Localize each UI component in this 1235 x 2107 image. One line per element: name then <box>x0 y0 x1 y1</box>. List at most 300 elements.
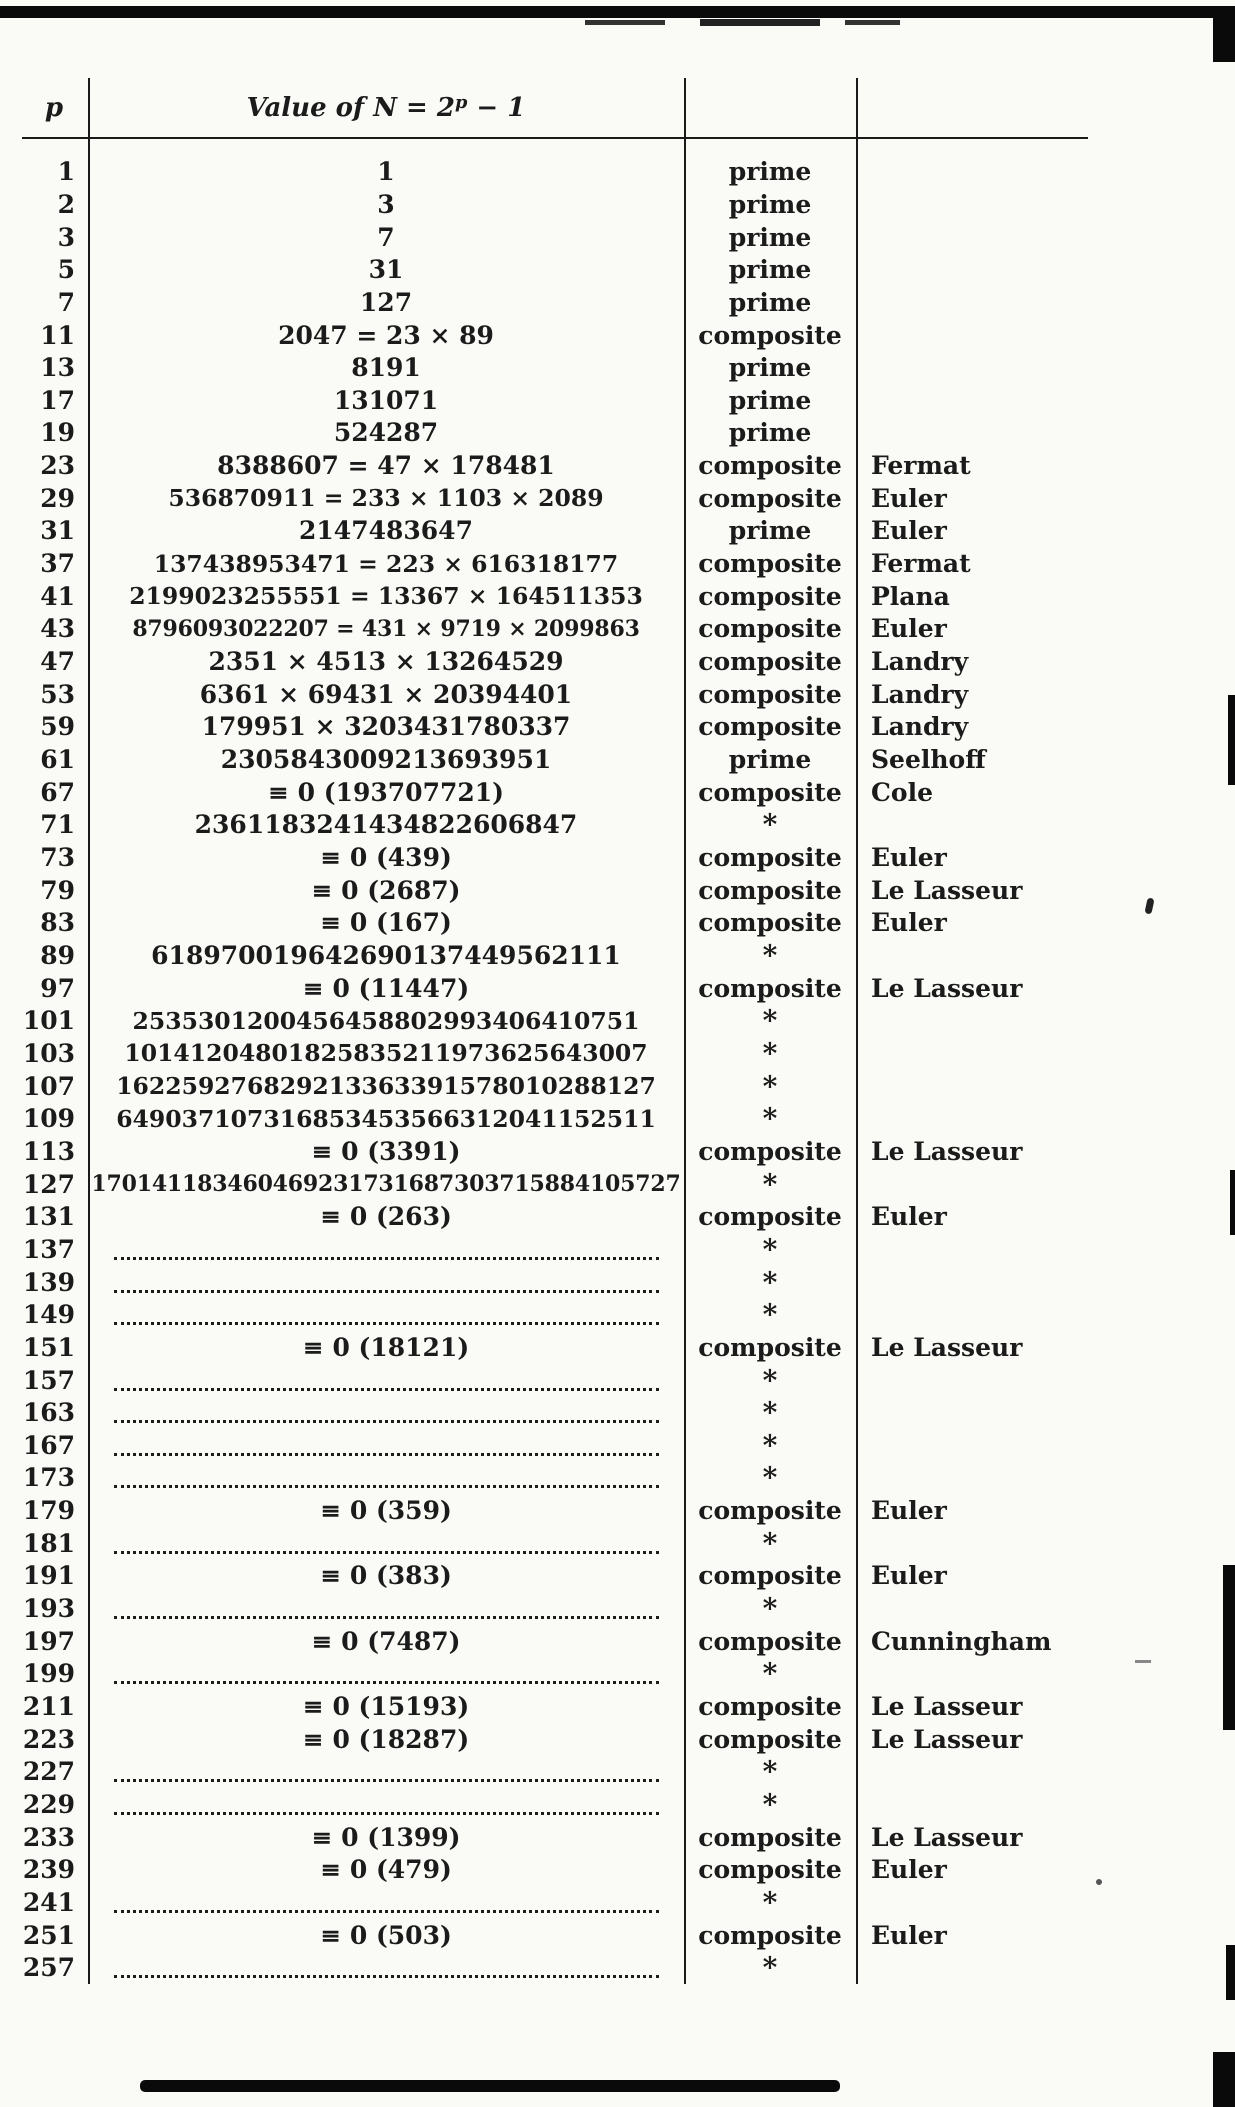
cell-attribution <box>856 253 1110 286</box>
cell-attribution <box>856 1756 1110 1789</box>
cell-p: 137 <box>22 1234 75 1264</box>
cell-attribution <box>856 384 1110 417</box>
table-row <box>20 351 1110 384</box>
cell-status: composite <box>698 483 842 513</box>
cell-value <box>88 1462 684 1495</box>
cell-attribution: Le Lasseur <box>871 1136 1023 1166</box>
cell-value: 31 <box>368 255 404 285</box>
cell-attribution: Le Lasseur <box>871 1822 1023 1852</box>
table-row <box>20 221 1110 254</box>
cell-value: ≡ 0 (2687) <box>311 875 461 905</box>
table-row <box>20 1102 1110 1135</box>
table-row <box>20 1298 1110 1331</box>
cell-attribution: Euler <box>871 1202 947 1232</box>
cell-value <box>88 1951 684 1984</box>
cell-status: composite <box>698 614 842 644</box>
cell-value: 536870911 = 233 × 1103 × 2089 <box>168 484 604 513</box>
cell-value: 7 <box>377 222 395 252</box>
cell-p: 59 <box>40 712 75 742</box>
cell-status: composite <box>698 875 842 905</box>
cell-status: composite <box>698 1920 842 1950</box>
cell-value: 3 <box>377 189 395 219</box>
cell-value <box>88 1886 684 1919</box>
cell-attribution <box>856 1233 1110 1266</box>
cell-status-asterisk: * <box>762 1592 778 1626</box>
cell-p: 89 <box>40 940 75 970</box>
cell-value: 162259276829213363391578010288127 <box>116 1072 656 1101</box>
cell-attribution <box>856 1396 1110 1429</box>
cell-attribution: Le Lasseur <box>871 1692 1023 1722</box>
cell-status: composite <box>698 1822 842 1852</box>
cell-status: composite <box>698 777 842 807</box>
cell-attribution <box>856 1102 1110 1135</box>
scan-artifact-top-dash <box>845 20 900 25</box>
cell-status-asterisk: * <box>762 1461 778 1495</box>
dotted-leader <box>114 1598 659 1619</box>
table-row <box>20 1004 1110 1037</box>
cell-value: ≡ 0 (359) <box>320 1496 452 1526</box>
cell-value: 137438953471 = 223 × 616318177 <box>153 549 619 578</box>
cell-p: 151 <box>22 1332 75 1362</box>
table-row <box>20 253 1110 286</box>
cell-status: composite <box>698 1692 842 1722</box>
dotted-leader <box>114 1957 659 1978</box>
cell-p: 157 <box>22 1365 75 1395</box>
cell-p: 61 <box>40 745 75 775</box>
table-row <box>20 645 1110 678</box>
cell-p: 101 <box>22 1006 75 1036</box>
cell-p: 71 <box>40 810 75 840</box>
cell-attribution: Seelhoff <box>871 745 986 775</box>
cell-attribution <box>856 286 1110 319</box>
scan-artifact-right-edge <box>1226 1945 1235 2000</box>
table-row <box>20 449 1110 482</box>
cell-status-asterisk: * <box>762 1755 778 1789</box>
cell-attribution <box>856 1951 1110 1984</box>
table-row <box>20 286 1110 319</box>
cell-p: 3 <box>57 222 75 252</box>
mersenne-table <box>20 78 1110 1984</box>
cell-attribution: Le Lasseur <box>871 1724 1023 1754</box>
cell-attribution: Fermat <box>871 451 971 481</box>
cell-value <box>88 1396 684 1429</box>
table-row <box>20 515 1110 548</box>
table-row <box>20 809 1110 842</box>
cell-p: 191 <box>22 1561 75 1591</box>
table-row <box>20 1788 1110 1821</box>
cell-status: composite <box>698 1724 842 1754</box>
scan-artifact-top-right <box>1213 14 1235 62</box>
cell-attribution: Euler <box>871 843 947 872</box>
cell-attribution <box>856 939 1110 972</box>
cell-attribution <box>856 1527 1110 1560</box>
cell-value: ≡ 0 (383) <box>320 1561 452 1591</box>
cell-p: 179 <box>22 1496 75 1526</box>
cell-attribution <box>856 1592 1110 1625</box>
cell-status: composite <box>698 1855 842 1885</box>
cell-p: 239 <box>22 1855 75 1885</box>
cell-status-asterisk: * <box>762 1069 778 1103</box>
cell-attribution: Euler <box>871 516 947 546</box>
cell-value <box>88 1658 684 1691</box>
cell-status-asterisk: * <box>762 1363 778 1397</box>
cell-value: 6361 × 69431 × 20394401 <box>199 679 573 709</box>
cell-status-asterisk: * <box>762 1265 778 1299</box>
table-row <box>20 580 1110 613</box>
cell-p: 173 <box>22 1463 75 1493</box>
dotted-leader <box>114 1663 659 1684</box>
cell-attribution: Euler <box>871 1920 947 1950</box>
scan-artifact-bottom-right <box>1213 2052 1235 2107</box>
cell-attribution: Le Lasseur <box>871 875 1023 905</box>
cell-value: 179951 × 3203431780337 <box>201 712 571 742</box>
cell-p: 241 <box>22 1888 75 1917</box>
cell-attribution: Landry <box>871 712 969 742</box>
cell-attribution <box>856 1462 1110 1495</box>
cell-p: 257 <box>22 1953 75 1983</box>
cell-p: 113 <box>22 1136 75 1166</box>
cell-status-asterisk: * <box>762 1102 778 1136</box>
cell-value: ≡ 0 (439) <box>320 843 452 872</box>
cell-p: 19 <box>40 418 75 448</box>
cell-status: composite <box>698 679 842 709</box>
table-row <box>20 1690 1110 1723</box>
cell-status-asterisk: * <box>762 1298 778 1332</box>
header-p: p <box>44 92 64 123</box>
cell-status: composite <box>698 320 842 350</box>
cell-value <box>88 1756 684 1789</box>
cell-attribution: Euler <box>871 614 947 644</box>
cell-p: 79 <box>40 875 75 905</box>
dotted-leader <box>114 1370 659 1391</box>
cell-status: composite <box>698 647 842 677</box>
table-row <box>20 1037 1110 1070</box>
cell-attribution: Plana <box>871 581 950 611</box>
header-value-exponent: p <box>455 91 468 113</box>
cell-status: composite <box>698 1332 842 1362</box>
cell-p: 251 <box>22 1920 75 1950</box>
table-row <box>20 939 1110 972</box>
cell-status-asterisk: * <box>762 1886 778 1919</box>
cell-status: prime <box>728 287 812 317</box>
table-row <box>20 1462 1110 1495</box>
table-row <box>20 1429 1110 1462</box>
table-row <box>20 1592 1110 1625</box>
cell-value: ≡ 0 (15193) <box>302 1692 470 1722</box>
cell-p: 131 <box>22 1202 75 1232</box>
cell-value: 170141183460469231731687303715884105727 <box>91 1171 681 1198</box>
cell-value: 10141204801825835211973625643007 <box>124 1039 648 1068</box>
cell-value: ≡ 0 (503) <box>320 1920 452 1950</box>
cell-status: composite <box>698 973 842 1003</box>
scan-artifact-right-edge <box>1228 695 1235 785</box>
cell-value <box>88 1429 684 1462</box>
cell-attribution <box>856 1004 1110 1037</box>
cell-value: ≡ 0 (263) <box>320 1202 452 1232</box>
scan-artifact-top-dash <box>700 19 820 26</box>
cell-value: 127 <box>359 287 413 317</box>
cell-attribution: Cunningham <box>871 1626 1052 1656</box>
cell-value: ≡ 0 (3391) <box>311 1136 461 1166</box>
cell-status: prime <box>728 516 812 546</box>
table-row <box>20 1951 1110 1984</box>
cell-value: 2351 × 4513 × 13264529 <box>208 647 564 677</box>
table-row <box>20 874 1110 907</box>
cell-status: composite <box>698 1626 842 1656</box>
cell-p: 31 <box>40 516 75 546</box>
cell-status-asterisk: * <box>762 1396 778 1430</box>
header-value <box>88 93 684 123</box>
cell-p: 2 <box>57 189 75 219</box>
cell-status: composite <box>698 1202 842 1232</box>
dotted-leader <box>114 1435 659 1456</box>
cell-value <box>88 1298 684 1331</box>
table-row <box>20 547 1110 580</box>
cell-p: 103 <box>22 1038 75 1068</box>
cell-attribution <box>856 1658 1110 1691</box>
cell-value: ≡ 0 (7487) <box>311 1626 461 1656</box>
cell-status: prime <box>728 385 812 415</box>
cell-value: 8388607 = 47 × 178481 <box>217 451 555 481</box>
cell-attribution: Landry <box>871 647 969 677</box>
table-row <box>20 1070 1110 1103</box>
cell-status: prime <box>728 418 812 448</box>
cell-value: ≡ 0 (193707721) <box>268 777 504 807</box>
scan-artifact-top-bar <box>0 6 1235 18</box>
cell-p: 47 <box>40 647 75 677</box>
cell-p: 23 <box>40 451 75 481</box>
cell-p: 1 <box>57 157 75 187</box>
cell-value <box>88 1788 684 1821</box>
cell-status-asterisk: * <box>762 1526 778 1560</box>
cell-attribution <box>856 221 1110 254</box>
table-row <box>20 1854 1110 1887</box>
cell-p: 83 <box>40 908 75 938</box>
cell-value: 131071 <box>333 385 439 415</box>
cell-p: 181 <box>22 1528 75 1558</box>
cell-status-asterisk: * <box>762 808 778 842</box>
cell-status: prime <box>728 255 812 285</box>
cell-p: 197 <box>22 1626 75 1656</box>
cell-status-asterisk: * <box>762 1036 778 1070</box>
cell-p: 223 <box>22 1724 75 1754</box>
cell-p: 211 <box>22 1692 75 1722</box>
table-row <box>20 1168 1110 1201</box>
cell-attribution <box>856 1364 1110 1397</box>
cell-attribution <box>856 1298 1110 1331</box>
cell-attribution: Le Lasseur <box>871 973 1023 1003</box>
cell-attribution <box>856 1429 1110 1462</box>
cell-status: composite <box>698 1496 842 1526</box>
dotted-leader <box>114 1239 659 1260</box>
cell-p: 149 <box>22 1300 75 1330</box>
cell-status-asterisk: * <box>762 1167 778 1201</box>
cell-value: ≡ 0 (1399) <box>311 1822 461 1852</box>
table-row <box>20 1364 1110 1397</box>
cell-attribution <box>856 1788 1110 1821</box>
cell-p: 13 <box>40 353 75 383</box>
table-row <box>20 1135 1110 1168</box>
table-row <box>20 1527 1110 1560</box>
table-row <box>20 1494 1110 1527</box>
cell-value: 2535301200456458802993406410751 <box>132 1006 640 1035</box>
cell-value: ≡ 0 (11447) <box>302 973 470 1003</box>
column-rule <box>856 78 858 1984</box>
scan-artifact-right-edge <box>1223 1565 1235 1730</box>
cell-status: prime <box>728 353 812 383</box>
table-row <box>20 841 1110 874</box>
table-row <box>20 906 1110 939</box>
dotted-leader <box>114 1402 659 1423</box>
table-row <box>20 613 1110 646</box>
table-row <box>20 384 1110 417</box>
table-row <box>20 1200 1110 1233</box>
cell-attribution: Euler <box>871 908 947 938</box>
table-row <box>20 1625 1110 1658</box>
cell-p: 29 <box>40 483 75 513</box>
cell-value: 524287 <box>333 418 439 448</box>
cell-p: 127 <box>22 1169 75 1199</box>
cell-value <box>88 1266 684 1299</box>
cell-value: ≡ 0 (167) <box>320 908 452 938</box>
table-row <box>20 972 1110 1005</box>
cell-value: 2047 = 23 × 89 <box>278 320 494 350</box>
table-row <box>20 1233 1110 1266</box>
cell-p: 233 <box>22 1822 75 1852</box>
cell-attribution: Cole <box>871 777 933 807</box>
cell-status: composite <box>698 1561 842 1591</box>
cell-value: ≡ 0 (18287) <box>302 1724 470 1754</box>
cell-status: composite <box>698 908 842 938</box>
table-row <box>20 1723 1110 1756</box>
cell-attribution <box>856 1266 1110 1299</box>
cell-value: 8191 <box>351 353 421 383</box>
cell-attribution <box>856 809 1110 842</box>
cell-status: composite <box>698 712 842 742</box>
cell-status-asterisk: * <box>762 1657 778 1691</box>
cell-status-asterisk: * <box>762 938 778 972</box>
cell-value: 8796093022207 = 431 × 9719 × 2099863 <box>132 615 640 642</box>
scan-artifact-speck <box>1144 897 1154 914</box>
table-row <box>20 319 1110 352</box>
dotted-leader <box>114 1761 659 1782</box>
cell-value: 2361183241434822606847 <box>194 810 578 840</box>
cell-attribution: Euler <box>871 1561 947 1591</box>
cell-p: 229 <box>22 1790 75 1820</box>
cell-p: 73 <box>40 843 75 872</box>
cell-attribution <box>856 188 1110 221</box>
scan-artifact-speck <box>1135 1660 1151 1663</box>
cell-attribution: Euler <box>871 1855 947 1885</box>
table-row <box>20 1266 1110 1299</box>
cell-status: composite <box>698 581 842 611</box>
cell-status-asterisk: * <box>762 1788 778 1822</box>
dotted-leader <box>114 1467 659 1488</box>
table-row <box>20 776 1110 809</box>
cell-status: composite <box>698 549 842 579</box>
cell-p: 139 <box>22 1267 75 1297</box>
cell-status-asterisk: * <box>762 1232 778 1266</box>
cell-p: 227 <box>22 1757 75 1787</box>
cell-status: prime <box>728 189 812 219</box>
dotted-leader <box>114 1304 659 1325</box>
column-rule <box>684 78 686 1984</box>
cell-p: 7 <box>57 287 75 317</box>
table-row <box>20 1331 1110 1364</box>
cell-p: 199 <box>22 1659 75 1689</box>
cell-attribution: Landry <box>871 679 969 709</box>
cell-attribution <box>856 1070 1110 1103</box>
dotted-leader <box>114 1794 659 1815</box>
cell-status: prime <box>728 157 812 187</box>
header-value-pre: Value of N = 2 <box>246 92 455 123</box>
cell-value <box>88 1364 684 1397</box>
cell-status: prime <box>728 222 812 252</box>
cell-value: 2147483647 <box>299 516 473 546</box>
cell-status: composite <box>698 843 842 872</box>
cell-status: composite <box>698 1136 842 1166</box>
table-row <box>20 711 1110 744</box>
cell-p: 167 <box>22 1430 75 1460</box>
cell-status-asterisk: * <box>762 1004 778 1038</box>
cell-p: 17 <box>40 385 75 415</box>
cell-p: 163 <box>22 1398 75 1428</box>
cell-value <box>88 1233 684 1266</box>
table-row <box>20 1658 1110 1691</box>
cell-status: prime <box>728 745 812 775</box>
cell-attribution: Fermat <box>871 549 971 579</box>
column-rule <box>88 78 90 1984</box>
cell-p: 67 <box>40 777 75 807</box>
cell-attribution <box>856 1037 1110 1070</box>
cell-value: 2305843009213693951 <box>220 745 552 775</box>
cell-p: 5 <box>57 255 75 285</box>
cell-status: composite <box>698 451 842 481</box>
table-row <box>20 482 1110 515</box>
table-row <box>20 1886 1110 1919</box>
cell-value: ≡ 0 (479) <box>320 1855 452 1885</box>
table-header-row <box>20 78 1110 137</box>
cell-p: 53 <box>40 679 75 709</box>
header-value-post: − 1 <box>467 92 526 123</box>
cell-p: 43 <box>40 614 75 644</box>
dotted-leader <box>114 1892 659 1913</box>
table-row <box>20 1396 1110 1429</box>
cell-attribution <box>856 417 1110 450</box>
table-row <box>20 1756 1110 1789</box>
cell-attribution <box>856 319 1110 352</box>
table-row <box>20 1560 1110 1593</box>
cell-value <box>88 1592 684 1625</box>
cell-attribution: Euler <box>871 483 947 513</box>
cell-value <box>88 1527 684 1560</box>
cell-attribution <box>856 1168 1110 1201</box>
cell-value: 618970019642690137449562111 <box>151 940 621 970</box>
cell-p: 37 <box>40 549 75 579</box>
cell-attribution <box>856 155 1110 188</box>
cell-value: 1 <box>377 157 395 187</box>
cell-value: 649037107316853453566312041152511 <box>116 1104 656 1133</box>
dotted-leader <box>114 1272 659 1293</box>
cell-p: 41 <box>40 581 75 611</box>
cell-p: 109 <box>22 1104 75 1134</box>
cell-attribution: Le Lasseur <box>871 1332 1023 1362</box>
table-row <box>20 1821 1110 1854</box>
table-row <box>20 155 1110 188</box>
table-row <box>20 678 1110 711</box>
cell-value: 2199023255551 = 13367 × 164511353 <box>129 582 643 611</box>
cell-attribution <box>856 351 1110 384</box>
